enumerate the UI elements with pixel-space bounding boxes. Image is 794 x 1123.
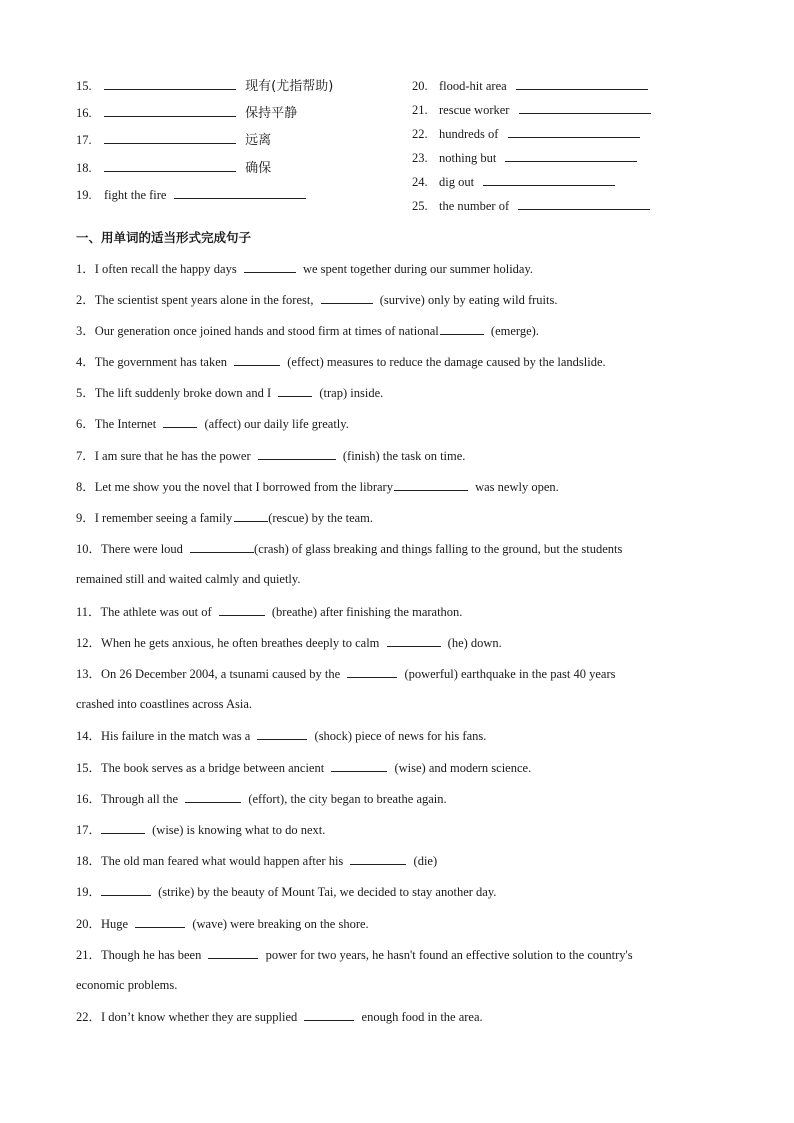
sentence-1 [76, 260, 533, 277]
sentence-text-after: (effort), the city began to breathe again. [248, 792, 447, 806]
sentence-text-before: The book serves as a bridge between ancient [101, 761, 325, 775]
sentence-number: 18． [76, 854, 102, 868]
answer-blank[interactable] [104, 131, 236, 144]
sentence-2 [76, 291, 557, 308]
vocab-item-19 [76, 186, 306, 203]
sentence-text-before: The scientist spent years alone in the forest, [94, 293, 314, 307]
answer-blank[interactable] [135, 915, 185, 928]
sentence-number: 2． [76, 293, 95, 307]
vocab-item-22 [412, 125, 640, 142]
sentence-text-before: There were loud [101, 542, 183, 556]
sentence-text-after: (wave) were breaking on the shore. [192, 917, 369, 931]
sentence-number: 6． [76, 417, 95, 431]
sentence-3 [76, 322, 539, 339]
answer-blank[interactable] [518, 197, 650, 210]
vocab-item-20 [412, 77, 648, 94]
chinese-meaning: 保持平静 [245, 106, 298, 121]
answer-blank[interactable] [104, 159, 236, 172]
sentence-text-after: was newly open. [475, 480, 559, 494]
sentence-number: 17． [76, 823, 102, 837]
answer-blank[interactable] [244, 260, 296, 273]
answer-blank[interactable] [257, 727, 307, 740]
answer-blank[interactable] [387, 634, 441, 647]
sentence-text-before: Though he has been [101, 948, 202, 962]
answer-blank[interactable] [104, 104, 236, 117]
sentence-number: 11． [76, 605, 101, 619]
sentence-text-before: When he gets anxious, he often breathes deeply to calm [101, 636, 380, 650]
sentence-continuation: crashed into coastlines across Asia. [76, 697, 252, 711]
sentence-text-after: (rescue) by the team. [268, 511, 374, 525]
answer-blank[interactable] [104, 77, 236, 90]
sentence-12 [76, 634, 502, 651]
sentence-4 [76, 353, 606, 370]
answer-blank[interactable] [234, 509, 268, 522]
item-number: 18. [76, 161, 92, 175]
english-phrase: dig out [439, 175, 475, 189]
sentence-text-before: The athlete was out of [100, 605, 212, 619]
sentence-text-before: The Internet [94, 417, 157, 431]
sentence-text-before: I am sure that he has the power [94, 449, 251, 463]
sentence-6 [76, 415, 349, 432]
sentence-number: 14． [76, 729, 102, 743]
sentence-text-after: (crash) of glass breaking and things falling to the ground, but the students [254, 542, 623, 556]
item-number: 17. [76, 133, 92, 147]
answer-blank[interactable] [505, 149, 637, 162]
sentence-8 [76, 478, 559, 495]
answer-blank[interactable] [163, 415, 197, 428]
sentence-19 [76, 883, 496, 900]
sentence-number: 7． [76, 449, 95, 463]
sentence-number: 13． [76, 667, 102, 681]
chinese-meaning: 现有(尤指帮助) [245, 79, 334, 94]
sentence-continuation: remained still and waited calmly and quietly. [76, 572, 301, 586]
english-phrase: hundreds of [439, 127, 499, 141]
sentence-text-after: (he) down. [447, 636, 502, 650]
sentence-text-before: Our generation once joined hands and stood firm at times of national [94, 324, 439, 338]
sentence-text-after: we spent together during our summer holiday. [302, 262, 534, 276]
sentence-text-before: I don’t know whether they are supplied [101, 1010, 298, 1024]
sentence-20 [76, 915, 369, 932]
answer-blank[interactable] [331, 759, 387, 772]
sentence-number: 4． [76, 355, 95, 369]
sentence-text-after: (powerful) earthquake in the past 40 years [404, 667, 616, 681]
sentence-number: 10． [76, 542, 102, 556]
sentence-text-before: His failure in the match was a [101, 729, 251, 743]
sentence-number: 8． [76, 480, 95, 494]
sentence-text-before: Huge [101, 917, 129, 931]
chinese-meaning: 远离 [245, 133, 272, 148]
sentence-10 [76, 540, 623, 586]
sentence-text-after: (die) [413, 854, 438, 868]
english-phrase: the number of [439, 199, 510, 213]
sentence-13 [76, 665, 616, 711]
answer-blank[interactable] [190, 540, 254, 553]
sentence-text-before: On 26 December 2004, a tsunami caused by the [101, 667, 341, 681]
sentence-9 [76, 509, 373, 526]
sentence-15 [76, 759, 531, 776]
item-number: 19. [76, 188, 92, 202]
sentence-number: 20． [76, 917, 102, 931]
item-number: 23. [412, 151, 428, 165]
sentence-14 [76, 727, 486, 744]
sentence-text-after: (strike) by the beauty of Mount Tai, we decided to stay another day. [158, 885, 497, 899]
english-phrase: rescue worker [439, 103, 510, 117]
answer-blank[interactable] [174, 186, 306, 199]
sentence-text-after: (effect) measures to reduce the damage caused by the landslide. [287, 355, 606, 369]
answer-blank[interactable] [101, 821, 145, 834]
sentence-continuation: economic problems. [76, 978, 178, 992]
vocab-item-25 [412, 197, 650, 214]
sentence-number: 12． [76, 636, 102, 650]
sentence-text-after: (survive) only by eating wild fruits. [379, 293, 558, 307]
chinese-meaning: 确保 [245, 161, 272, 176]
sentence-text-after: (emerge). [490, 324, 539, 338]
item-number: 22. [412, 127, 428, 141]
item-number: 20. [412, 79, 428, 93]
item-number: 21. [412, 103, 428, 117]
vocab-item-21 [412, 101, 651, 118]
sentence-5 [76, 384, 383, 401]
sentence-number: 16． [76, 792, 102, 806]
english-phrase: flood-hit area [439, 79, 507, 93]
sentence-number: 5． [76, 386, 95, 400]
item-number: 15. [76, 79, 92, 93]
sentence-11 [76, 603, 462, 620]
english-phrase: fight the fire [104, 188, 167, 202]
sentence-21 [76, 946, 633, 992]
item-number: 16. [76, 106, 92, 120]
answer-blank[interactable] [208, 946, 258, 959]
answer-blank[interactable] [258, 447, 336, 460]
answer-blank[interactable] [278, 384, 312, 397]
answer-blank[interactable] [185, 790, 241, 803]
sentence-22 [76, 1008, 483, 1025]
answer-blank[interactable] [321, 291, 373, 304]
sentence-text-before: I often recall the happy days [94, 262, 237, 276]
sentence-number: 19． [76, 885, 102, 899]
sentence-text-before: Through all the [101, 792, 179, 806]
answer-blank[interactable] [350, 852, 406, 865]
sentence-text-after: (trap) inside. [319, 386, 384, 400]
answer-blank[interactable] [519, 101, 651, 114]
sentence-18 [76, 852, 437, 869]
answer-blank[interactable] [219, 603, 265, 616]
answer-blank[interactable] [440, 322, 484, 335]
sentence-text-before: Let me show you the novel that I borrowed from the library [94, 480, 393, 494]
sentence-text-after: enough food in the area. [361, 1010, 483, 1024]
sentence-text-before: The lift suddenly broke down and I [94, 386, 272, 400]
vocab-item-23 [412, 149, 637, 166]
item-number: 25. [412, 199, 428, 213]
sentence-number: 22． [76, 1010, 102, 1024]
vocab-item-15 [76, 77, 333, 95]
vocab-item-18 [76, 159, 271, 177]
vocab-item-24 [412, 173, 615, 190]
sentence-text-before: The old man feared what would happen after his [101, 854, 344, 868]
vocab-item-16 [76, 104, 297, 122]
sentence-text-after: (shock) piece of news for his fans. [314, 729, 487, 743]
sentence-text-after: (wise) is knowing what to do next. [152, 823, 326, 837]
sentence-17 [76, 821, 325, 838]
sentence-text-before: The government has taken [94, 355, 228, 369]
sentence-number: 9． [76, 511, 95, 525]
english-phrase: nothing but [439, 151, 497, 165]
sentence-text-after: (wise) and modern science. [394, 761, 532, 775]
answer-blank[interactable] [394, 478, 468, 491]
sentence-16 [76, 790, 447, 807]
sentence-text-before: I remember seeing a family [94, 511, 233, 525]
sentence-7 [76, 447, 465, 464]
section-title: 一、用单词的适当形式完成句子 [76, 230, 252, 245]
answer-blank[interactable] [304, 1008, 354, 1021]
answer-blank[interactable] [483, 173, 615, 186]
sentence-number: 1． [76, 262, 95, 276]
item-number: 24. [412, 175, 428, 189]
sentence-text-after: (affect) our daily life greatly. [204, 417, 349, 431]
answer-blank[interactable] [234, 353, 280, 366]
answer-blank[interactable] [101, 883, 151, 896]
vocab-item-17 [76, 131, 271, 149]
sentence-text-after: (finish) the task on time. [342, 449, 466, 463]
sentence-number: 3． [76, 324, 95, 338]
sentence-number: 21． [76, 948, 102, 962]
sentence-text-after: (breathe) after finishing the marathon. [271, 605, 463, 619]
answer-blank[interactable] [516, 77, 648, 90]
answer-blank[interactable] [508, 125, 640, 138]
sentence-text-after: power for two years, he hasn't found an effective solution to the country's [265, 948, 633, 962]
sentence-number: 15． [76, 761, 102, 775]
answer-blank[interactable] [347, 665, 397, 678]
